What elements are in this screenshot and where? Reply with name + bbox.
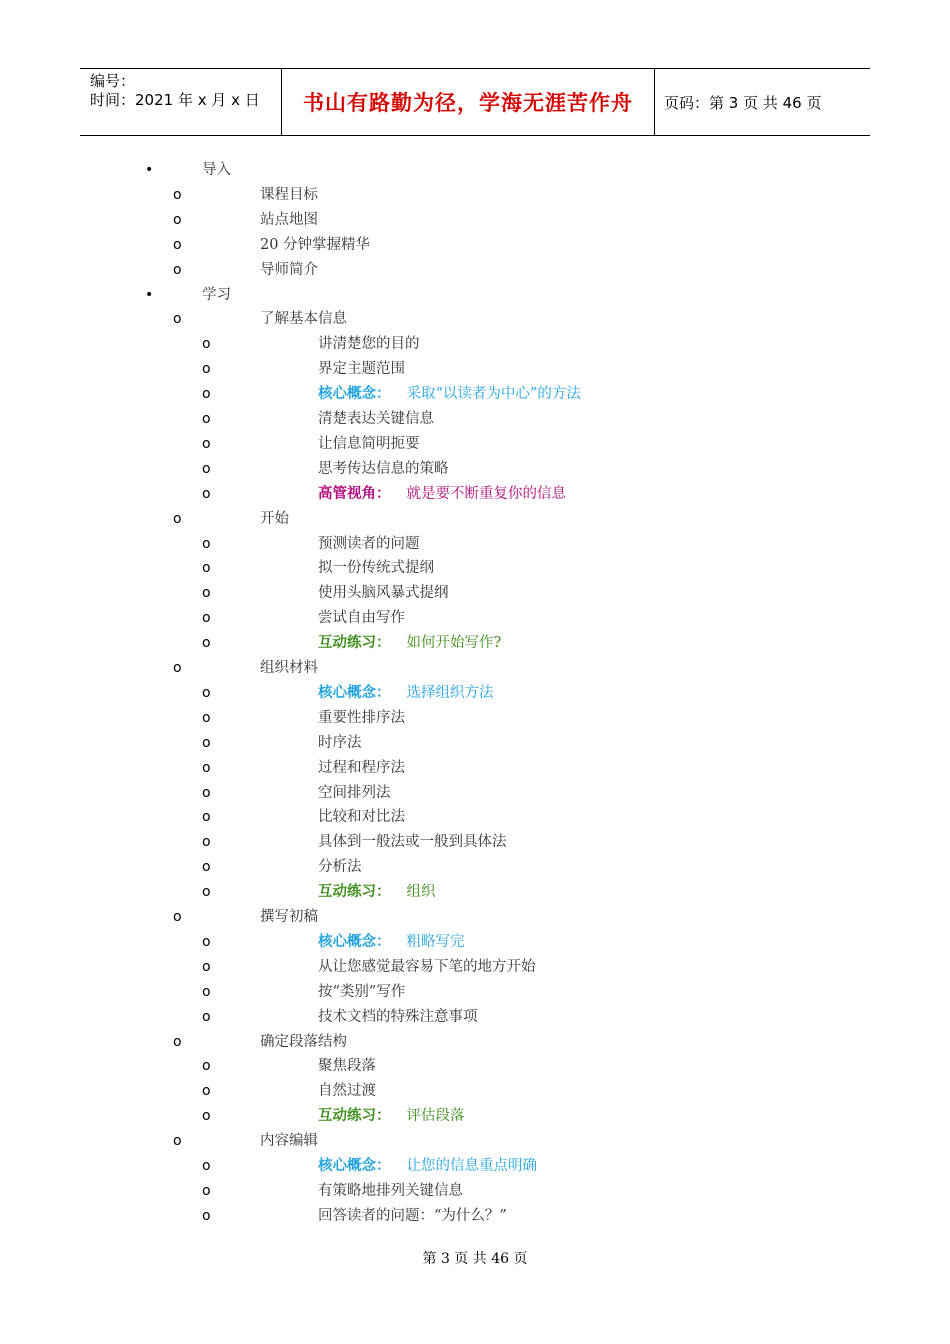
bullet-circle-icon: o [202,386,211,403]
outline-item-text [318,1079,376,1103]
outline-item [0,532,950,556]
outline-item-text [318,706,405,730]
outline-item-text [318,781,391,805]
bullet-circle-icon: o [173,1133,182,1150]
outline-item-label: 按“类别”写作 [318,983,406,1000]
outline-item-label: 站点地图 [260,211,318,228]
outline-item-text [318,1179,463,1203]
outline-item-label: 让您的信息重点明确 [406,1158,537,1174]
outline-item [0,706,950,730]
outline-item [0,1030,950,1054]
outline-item [0,830,950,854]
bullet-circle-icon: o [202,610,211,627]
outline-item-label: 使用头脑风暴式提纲 [318,585,449,602]
bullet-circle-icon: o [202,1108,211,1125]
outline-item [0,1129,950,1153]
bullet-circle-icon: o [202,361,211,378]
callout-label: 核心概念： [318,932,391,950]
outline-item-label: 内容编辑 [260,1133,318,1150]
outline-item-label: 选择组织方法 [406,684,494,701]
outline-item-text [202,158,231,182]
outline-item-text [318,357,405,381]
outline-item-text [318,631,501,655]
header-page-cell [655,69,870,135]
outline-item [0,1054,950,1078]
outline-item-text [318,606,405,630]
bullet-circle-icon: o [173,909,182,925]
bullet-circle-icon: o [202,560,211,577]
outline-item-text [260,233,370,257]
outline-item-text [260,656,318,680]
outline-item-text [318,382,581,406]
outline-item-label: 撰写初稿 [260,909,318,925]
bullet-circle-icon: o [202,1182,211,1199]
bullet-circle-icon: o [173,660,182,676]
header-date-label: 时间：2021 年 x 月 x 日 [90,91,260,109]
callout-label: 核心概念： [318,385,391,403]
outline-item-label: 组织材料 [260,660,318,676]
outline-item [0,507,950,531]
header-meta [80,69,282,135]
outline-item [0,1079,950,1103]
outline-item [0,307,950,331]
outline-item-text [318,432,420,456]
bullet-circle-icon: o [202,933,211,950]
outline-item [0,980,950,1004]
bullet-circle-icon: o [173,261,182,278]
outline-item-label: 导师简介 [260,261,318,278]
bullet-circle-icon: o [202,1083,211,1100]
outline-item-text [260,1129,318,1153]
outline-item-text [318,581,449,605]
bullet-dot-icon: • [145,162,154,178]
callout-label: 核心概念： [318,1157,391,1174]
outline-item-text [318,1154,537,1178]
bullet-circle-icon: o [202,485,211,502]
outline-item-label: 清楚表达关键信息 [318,411,434,427]
outline-item-label: 导入 [202,162,231,178]
outline-item [0,631,950,655]
bullet-circle-icon: o [202,709,211,726]
outline-item [0,183,950,207]
outline-item-label: 从让您感觉最容易下笔的地方开始 [318,958,536,975]
outline-item-text [318,556,434,580]
outline-item-label: 拟一份传统式提纲 [318,560,434,577]
outline-item [0,357,950,381]
outline-item [0,855,950,879]
bullet-circle-icon: o [202,585,211,602]
outline-item-label: 开始 [260,510,289,527]
outline-item-label: 组织 [406,884,436,901]
outline-item-label: 讲清楚您的目的 [318,336,420,353]
outline-item [0,805,950,829]
outline-item-label: 界定主题范围 [318,361,405,378]
bullet-circle-icon: o [202,809,211,826]
outline-item-text [260,507,289,531]
outline-item [0,457,950,481]
callout-label: 互动练习： [318,1107,391,1125]
bullet-circle-icon: o [173,1033,182,1050]
outline-item [0,258,950,282]
outline-item-label: 确定段落结构 [260,1033,347,1050]
outline-item [0,208,950,232]
outline-item-label: 了解基本信息 [260,311,347,328]
outline-item-text [260,307,347,331]
outline-item [0,606,950,630]
outline-item-text [318,930,465,954]
bullet-circle-icon: o [202,884,211,901]
outline-item-label: 尝试自由写作 [318,610,405,627]
outline-item-text [318,681,494,705]
outline-item-text [318,1204,507,1228]
outline-item-label: 采取“以读者为中心”的方法 [406,386,581,403]
outline-item-text [202,283,231,307]
outline-item-label: 粗略写完 [406,933,465,950]
outline-item-text [318,756,405,780]
bullet-circle-icon: o [202,983,211,1000]
outline-item [0,556,950,580]
outline-item-label: 空间排列法 [318,784,391,801]
outline-item-label: 有策略地排列关键信息 [318,1182,463,1199]
outline-item-label: 比较和对比法 [318,809,405,826]
outline-item-text [260,258,318,282]
outline-item [0,158,950,182]
bullet-circle-icon: o [202,411,211,427]
header-page-label: 页码：第 3 页 共 46 页 [664,93,822,112]
header-motto-cell [282,69,655,135]
outline-item-label: 让信息简明扼要 [318,435,420,452]
outline-item-text [260,1030,347,1054]
outline-item-label: 如何开始写作? [406,635,502,652]
bullet-circle-icon: o [202,1158,211,1174]
outline-item-text [260,183,318,207]
outline-item-text [318,855,362,879]
outline-item-text [318,955,536,979]
outline-item-text [318,1104,465,1128]
bullet-circle-icon: o [173,236,182,253]
bullet-circle-icon: o [173,311,182,328]
bullet-circle-icon: o [173,510,182,527]
outline-item-text [318,830,507,854]
outline-item [0,930,950,954]
outline-item [0,781,950,805]
outline-item [0,407,950,431]
outline-item-label: 课程目标 [260,186,318,203]
header-motto: 书山有路勤为径，学海无涯苦作舟 [303,91,633,115]
outline-item-text [318,332,420,356]
outline-item-label: 重要性排序法 [318,709,405,726]
outline-item-label: 思考传达信息的策略 [318,460,449,477]
outline-item-text [318,532,420,556]
outline-item [0,656,950,680]
outline-item-text [318,1005,478,1029]
bullet-circle-icon: o [202,336,211,353]
outline-item [0,1204,950,1228]
outline-item-text [318,407,434,431]
outline-item-label: 具体到一般法或一般到具体法 [318,834,507,851]
outline-item [0,955,950,979]
outline-item-label: 技术文档的特殊注意事项 [318,1008,478,1025]
outline-item-label: 自然过渡 [318,1083,376,1100]
outline-item [0,1179,950,1203]
bullet-circle-icon: o [202,834,211,851]
bullet-circle-icon: o [173,211,182,228]
outline-item-label: 分析法 [318,859,362,876]
outline-item [0,731,950,755]
callout-label: 高管视角： [318,484,391,502]
outline-item [0,1154,950,1178]
outline-item-label: 聚焦段落 [318,1058,376,1075]
bullet-circle-icon: o [202,435,211,452]
outline-item-text [318,482,566,506]
page-footer: 第 3 页 共 46 页 [422,1251,528,1267]
outline-item [0,756,950,780]
page-header [80,68,870,136]
outline-item-label: 20 分钟掌握精华 [260,236,371,253]
bullet-circle-icon: o [202,1008,211,1025]
outline-item-label: 评估段落 [406,1108,465,1125]
outline-item-text [260,208,318,232]
outline-item-label: 学习 [202,286,231,303]
outline-item-text [260,905,318,929]
bullet-circle-icon: o [202,1058,211,1075]
outline-item-text [318,880,436,904]
outline-item-text [318,1054,376,1078]
bullet-circle-icon: o [202,535,211,552]
outline-item [0,233,950,257]
outline-item [0,1005,950,1029]
bullet-circle-icon: o [202,635,211,652]
callout-label: 核心概念： [318,683,391,701]
outline-item [0,382,950,406]
outline-item-text [318,457,449,481]
callout-label: 互动练习： [318,883,391,901]
outline-item-label: 预测读者的问题 [318,535,420,552]
bullet-circle-icon: o [202,1207,211,1224]
outline-item-label: 过程和程序法 [318,759,405,776]
outline-item-text [318,805,405,829]
outline-item [0,581,950,605]
outline-item-text [318,731,362,755]
bullet-dot-icon: • [145,286,154,303]
outline-item [0,283,950,307]
header-number-label: 编号： [90,72,136,90]
outline-item [0,1104,950,1128]
outline-item-label: 时序法 [318,734,362,751]
outline-item-text [318,980,405,1004]
outline-item [0,432,950,456]
bullet-circle-icon: o [173,186,182,203]
outline-item-label: 回答读者的问题：“为什么？” [318,1207,507,1224]
bullet-circle-icon: o [202,684,211,701]
bullet-circle-icon: o [202,784,211,801]
bullet-circle-icon: o [202,859,211,876]
outline-item-label: 就是要不断重复你的信息 [406,485,566,502]
bullet-circle-icon: o [202,460,211,477]
bullet-circle-icon: o [202,759,211,776]
callout-label: 互动练习： [318,634,391,652]
outline-item [0,681,950,705]
outline-item [0,482,950,506]
outline-item [0,880,950,904]
bullet-circle-icon: o [202,958,211,975]
bullet-circle-icon: o [202,734,211,751]
outline-item [0,905,950,929]
outline-item [0,332,950,356]
